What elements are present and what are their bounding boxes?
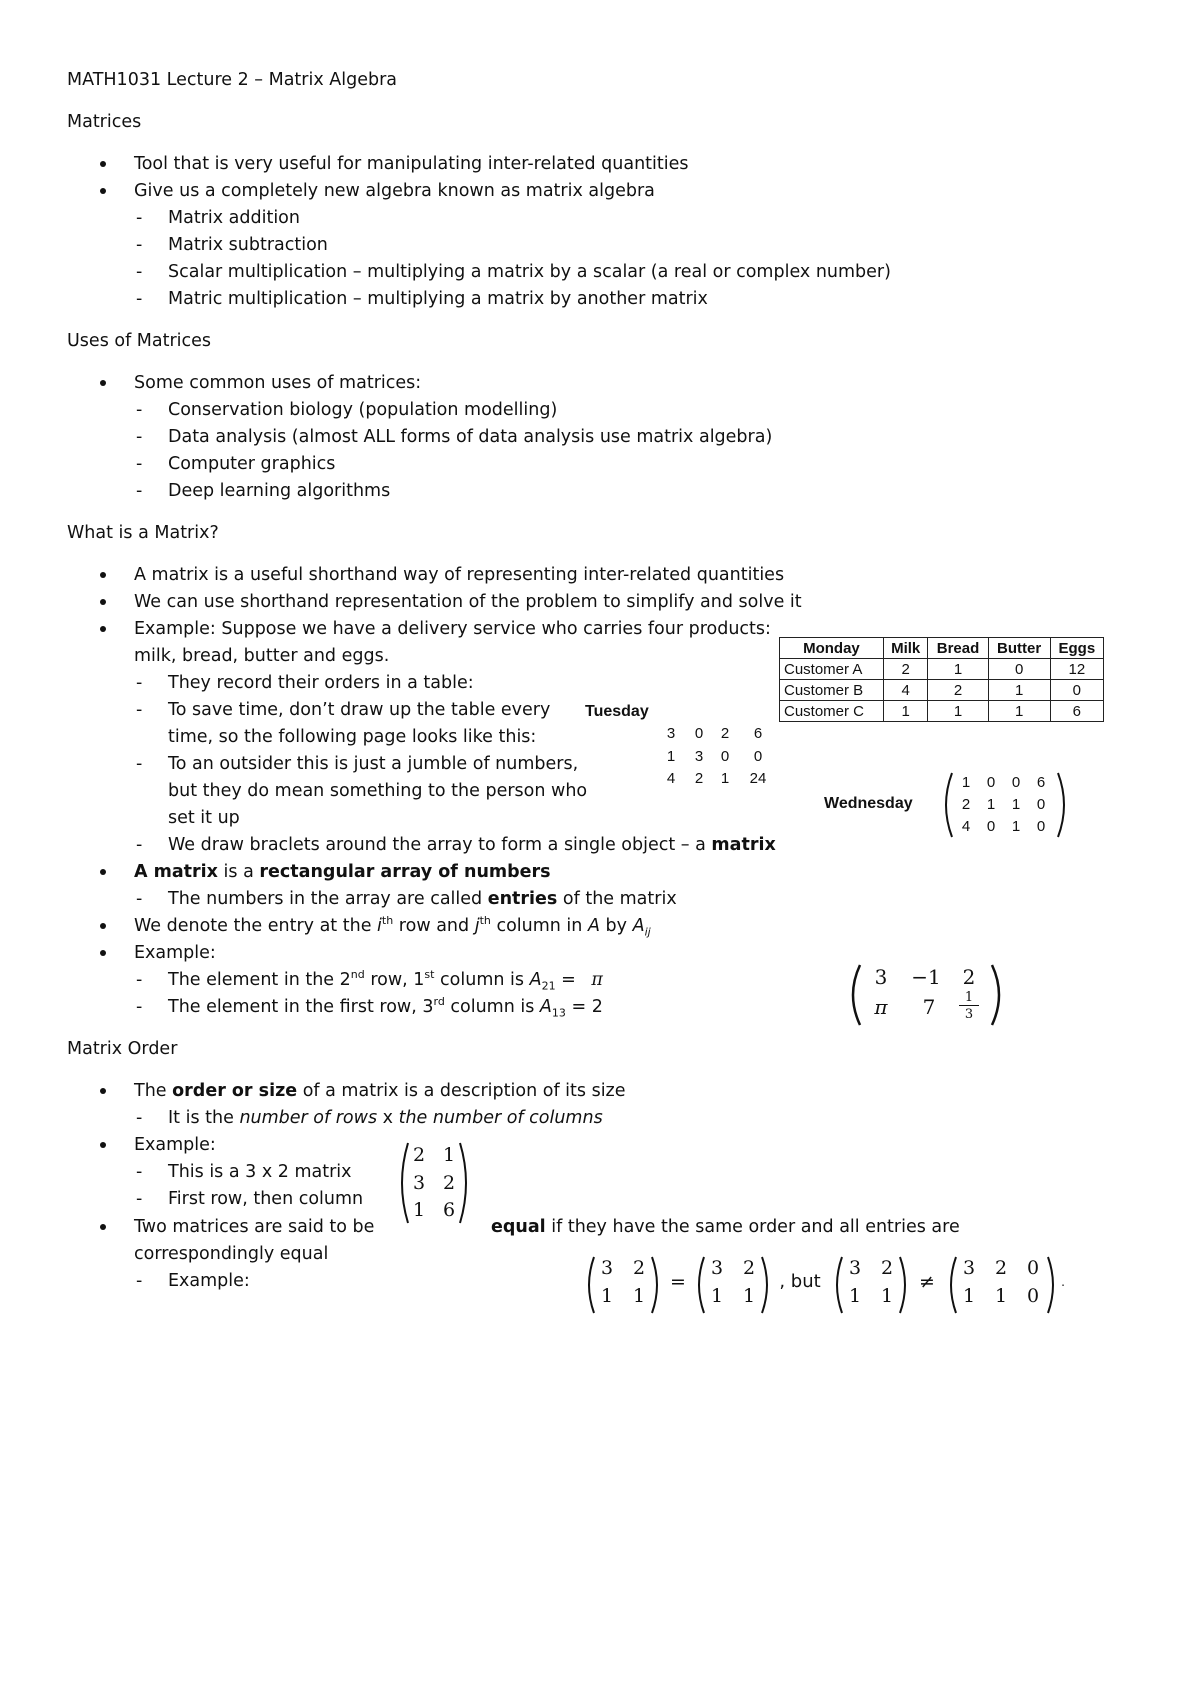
array-entry: 4 — [666, 770, 676, 787]
matrix-entry: 7 — [922, 995, 936, 1019]
matrix-entry: 1 — [986, 796, 996, 813]
matrix-entry: 2 — [880, 1257, 894, 1279]
array-entry: 1 — [720, 770, 730, 787]
table-cell: Customer C — [780, 701, 884, 722]
dash-item: - Matrix addition — [168, 208, 300, 228]
table-cell: 1 — [883, 701, 928, 722]
matrix-entry: 3 — [874, 965, 888, 989]
bullet-item: Give us a completely new algebra known as matrix algebra — [134, 181, 655, 201]
matrix-entry: 1 — [961, 774, 971, 791]
table-row — [780, 659, 1104, 680]
bullet-item: A matrix is a useful shorthand way of representing inter-related quantities — [134, 565, 785, 585]
matrix-entry: 1 — [848, 1285, 862, 1307]
order-matrix — [406, 1144, 466, 1224]
matrix-entry: 2 — [994, 1257, 1008, 1279]
array-entry: 2 — [720, 725, 730, 742]
heading-what-is-matrix: What is a Matrix? — [67, 523, 219, 543]
array-entry: 6 — [753, 725, 763, 742]
bullet-item: Example: Suppose we have a delivery service who carries four products: — [134, 619, 771, 639]
dash-item: - It is the number of rows x the number of columns — [168, 1108, 603, 1128]
dash-item: - To save time, don’t draw up the table every — [168, 700, 550, 720]
table-header-cell: Butter — [988, 638, 1050, 659]
matrix-entry: 0 — [1036, 796, 1046, 813]
matrix-entry: 2 — [962, 965, 976, 989]
matrix-entry: 2 — [961, 796, 971, 813]
matrix-entry: 1 — [880, 1285, 894, 1307]
matrix-entry: 1 — [742, 1285, 756, 1307]
table-row — [780, 680, 1104, 701]
heading-uses: Uses of Matrices — [67, 331, 212, 351]
monday-orders-table — [779, 637, 1104, 722]
table-cell: 12 — [1050, 659, 1103, 680]
table-header-cell: Bread — [928, 638, 988, 659]
matrix-entry: π — [874, 995, 888, 1019]
matrix-entry: 3 — [412, 1172, 426, 1194]
matrix-entry: −1 — [911, 965, 941, 989]
bullet-item: Example: — [134, 1135, 216, 1155]
matrix-entry: 0 — [1026, 1257, 1040, 1279]
matrix-entry: 1 — [710, 1285, 724, 1307]
bullet-item: We can use shorthand representation of the problem to simplify and solve it — [134, 592, 802, 612]
fraction-numerator: 1 — [959, 991, 979, 1006]
dash-item: - The element in the first row, 3rd column is $A_{13} = 2$ — [168, 997, 603, 1017]
dash-item: - To an outsider this is just a jumble of numbers, — [168, 754, 578, 774]
table-cell: 1 — [928, 659, 988, 680]
table-header-cell: Milk — [883, 638, 928, 659]
wednesday-matrix — [955, 774, 1060, 840]
table-cell: 1 — [988, 701, 1050, 722]
dash-item: - Matric multiplication – multiplying a matrix by another matrix — [168, 289, 708, 309]
matrix-entry: 0 — [1011, 774, 1021, 791]
array-entry: 3 — [666, 725, 676, 742]
wednesday-label: Wednesday — [824, 795, 913, 812]
document-title: MATH1031 Lecture 2 – Matrix Algebra — [67, 70, 397, 90]
matrix-entry: 4 — [961, 818, 971, 835]
bullet-item: Tool that is very useful for manipulating inter-related quantities — [134, 154, 689, 174]
dash-continuation: time, so the following page looks like this: — [168, 727, 537, 747]
bullet-item: We denote the entry at the $i^{th}$ row and $j^{th}$ column in A by $A_{ij}$ — [134, 914, 651, 939]
table-cell: Customer B — [780, 680, 884, 701]
table-cell: 4 — [883, 680, 928, 701]
array-entry: 2 — [694, 770, 704, 787]
tuesday-label: Tuesday — [585, 703, 649, 720]
period: . — [1061, 1275, 1065, 1289]
matrix-entry: 3 — [600, 1257, 614, 1279]
array-entry: 3 — [694, 748, 704, 765]
matrix-entry: 1 — [600, 1285, 614, 1307]
but-text: , but — [779, 1271, 821, 1292]
dash-item: - Computer graphics — [168, 454, 335, 474]
dash-item: - Data analysis (almost ALL forms of data analysis use matrix algebra) — [168, 427, 772, 447]
dash-item: - This is a 3 x 2 matrix — [168, 1162, 352, 1182]
matrix-entry: 0 — [1036, 818, 1046, 835]
dash-continuation: but they do mean something to the person who — [168, 781, 588, 801]
matrix-entry: 1 — [412, 1199, 426, 1221]
matrix-entry: 1 — [962, 1285, 976, 1307]
equality-example — [584, 1257, 1074, 1317]
table-cell: 6 — [1050, 701, 1103, 722]
table-cell: Customer A — [780, 659, 884, 680]
table-cell: 2 — [883, 659, 928, 680]
dash-item: - The numbers in the array are called entries of the matrix — [168, 889, 677, 909]
matrix-entry: 6 — [442, 1199, 456, 1221]
matrix-entry: 0 — [1026, 1285, 1040, 1307]
dash-item: - Example: — [168, 1271, 250, 1291]
example-matrix — [862, 965, 992, 1025]
not-equal-sign: ≠ — [919, 1271, 935, 1293]
fraction-denominator: 3 — [964, 1007, 974, 1022]
table-cell: 1 — [988, 680, 1050, 701]
dash-item: - The element in the 2nd row, 1st column is $A_{21} = \pi$ — [168, 970, 603, 990]
matrix-entry: 1 — [994, 1285, 1008, 1307]
matrix-entry: 1 — [1011, 818, 1021, 835]
dash-item: - We draw braclets around the array to form a single object – a matrix — [168, 835, 776, 855]
array-entry: 0 — [720, 748, 730, 765]
table-cell: 0 — [988, 659, 1050, 680]
matrix-entry: 3 — [962, 1257, 976, 1279]
dash-continuation: set it up — [168, 808, 240, 828]
array-entry: 0 — [694, 725, 704, 742]
bullet-item: Two matrices are said to be — [134, 1217, 375, 1237]
bullet-continuation: correspondingly equal — [134, 1244, 329, 1264]
bullet-item: A matrix is a rectangular array of numbers — [134, 862, 551, 882]
array-entry: 1 — [666, 748, 676, 765]
dash-item: - Matrix subtraction — [168, 235, 328, 255]
bullet-item: The order or size of a matrix is a description of its size — [134, 1081, 626, 1101]
table-header-cell: Monday — [780, 638, 884, 659]
matrix-entry: 2 — [442, 1172, 456, 1194]
dash-item: - Deep learning algorithms — [168, 481, 390, 501]
matrix-entry: 0 — [986, 818, 996, 835]
bullet-continuation: equal if they have the same order and all entries are — [491, 1217, 960, 1237]
matrix-entry: 1 — [1011, 796, 1021, 813]
array-entry: 0 — [753, 748, 763, 765]
table-cell: 0 — [1050, 680, 1103, 701]
table-header-cell: Eggs — [1050, 638, 1103, 659]
bullet-continuation: milk, bread, butter and eggs. — [134, 646, 390, 666]
matrix-entry: 3 — [710, 1257, 724, 1279]
dash-item: - Conservation biology (population modelling) — [168, 400, 557, 420]
array-entry: 24 — [749, 770, 767, 787]
matrix-entry: 2 — [412, 1144, 426, 1166]
dash-item: - First row, then column — [168, 1189, 363, 1209]
matrix-entry: 1 — [632, 1285, 646, 1307]
matrix-entry: 6 — [1036, 774, 1046, 791]
table-header-row — [780, 638, 1104, 659]
matrix-entry: 1 — [442, 1144, 456, 1166]
table-cell: 1 — [928, 701, 988, 722]
matrix-entry: 2 — [742, 1257, 756, 1279]
heading-matrices: Matrices — [67, 112, 142, 132]
heading-matrix-order: Matrix Order — [67, 1039, 178, 1059]
matrix-entry: 0 — [986, 774, 996, 791]
matrix-entry: 3 — [848, 1257, 862, 1279]
matrix-entry: 2 — [632, 1257, 646, 1279]
table-cell: 2 — [928, 680, 988, 701]
dash-item: - They record their orders in a table: — [168, 673, 474, 693]
bullet-item: Some common uses of matrices: — [134, 373, 422, 393]
bullet-item: Example: — [134, 943, 216, 963]
table-row — [780, 701, 1104, 722]
equals-sign: = — [670, 1271, 686, 1293]
tuesday-array — [660, 725, 775, 791]
dash-item: - Scalar multiplication – multiplying a matrix by a scalar (a real or complex number) — [168, 262, 891, 282]
